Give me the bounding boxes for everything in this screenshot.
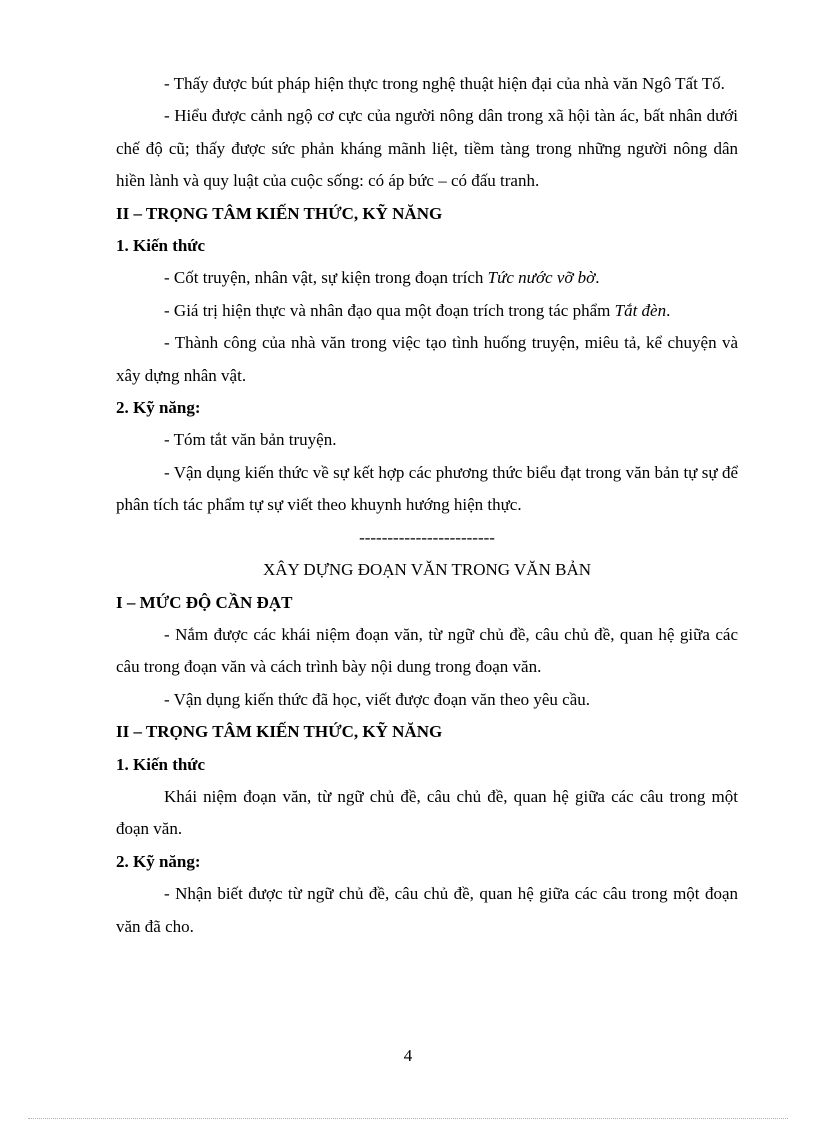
paragraph-khai-niem: Khái niệm đoạn văn, từ ngữ chủ đề, câu chủ đề, quan hệ giữa các câu trong một đoạn văn.: [116, 786, 738, 839]
paragraph-van-dung-2: - Vận dụng kiến thức đã học, viết được đoạn văn theo yêu cầu.: [164, 689, 591, 709]
paragraph-gia-tri: [116, 295, 738, 327]
paragraph-tom-tat: - Tóm tắt văn bản truyện.: [164, 430, 337, 450]
heading-muc-do: I – MỨC ĐỘ CẦN ĐẠT: [116, 592, 293, 612]
page-number: 4: [403, 1046, 413, 1065]
paragraph-thanh-cong: - Thành công của nhà văn trong việc tạo tình huống truyện, miêu tả, kể chuyện và xây dựng nhân vật.: [116, 333, 738, 385]
separator-line: ------------------------: [359, 527, 495, 547]
heading-kien-thuc-1: 1. Kiến thức: [116, 236, 206, 256]
page-bottom-divider: [28, 1118, 788, 1119]
heading-trong-tam-2: II – TRỌNG TÂM KIẾN THỨC, KỸ NĂNG: [116, 722, 443, 742]
cot-truyen-text: - Cốt truyện, nhân vật, sự kiện trong đoạn trích: [164, 268, 488, 288]
paragraph-nam-duoc: - Nắm được các khái niệm đoạn văn, từ ngữ chủ đề, câu chủ đề, quan hệ giữa các câu trong đoạn văn và cách trình bày nội dung trong đoạn văn.: [116, 624, 738, 677]
title-tuc-nuoc-vo-bo: Tức nước vỡ bờ: [487, 268, 596, 288]
document-body: [116, 68, 738, 943]
paragraph-but-phap: - Thấy được bút pháp hiện thực trong nghệ thuật hiện đại của nhà văn Ngô Tất Tố.: [164, 74, 725, 93]
gia-tri-suffix: .: [666, 300, 671, 320]
heading-trong-tam-1: II – TRỌNG TÂM KIẾN THỨC, KỸ NĂNG: [116, 203, 443, 223]
paragraph-van-dung-1: - Vận dụng kiến thức về sự kết hợp các phương thức biểu đạt trong văn bản tự sự để phân tích tác phẩm tự sự viết theo khuynh hướng hiện thực.: [116, 462, 738, 515]
section-title: XÂY DỰNG ĐOẠN VĂN TRONG VĂN BẢN: [262, 560, 591, 580]
heading-kien-thuc-2: 1. Kiến thức: [116, 754, 206, 774]
heading-ky-nang-2: 2. Kỹ năng:: [116, 851, 201, 871]
paragraph-canh-ngo: - Hiểu được cảnh ngộ cơ cực của người nông dân trong xã hội tàn ác, bất nhân dưới chế độ cũ; thấy được sức phản kháng mãnh liệt, tiềm tàng trong những người nông dân hiền lành và quy luật của cuộc sống: có áp bức – có đấu tranh.: [116, 106, 738, 191]
heading-ky-nang-1: 2. Kỹ năng:: [116, 398, 201, 418]
paragraph-cot-truyen: [116, 262, 738, 294]
gia-tri-text: - Giá trị hiện thực và nhân đạo qua một đoạn trích trong tác phẩm: [164, 300, 615, 320]
paragraph-nhan-biet: - Nhận biết được từ ngữ chủ đề, câu chủ đề, quan hệ giữa các câu trong một đoạn văn đã cho.: [116, 884, 738, 936]
title-tat-den: Tắt đèn: [614, 300, 667, 320]
cot-truyen-suffix: .: [595, 268, 600, 288]
